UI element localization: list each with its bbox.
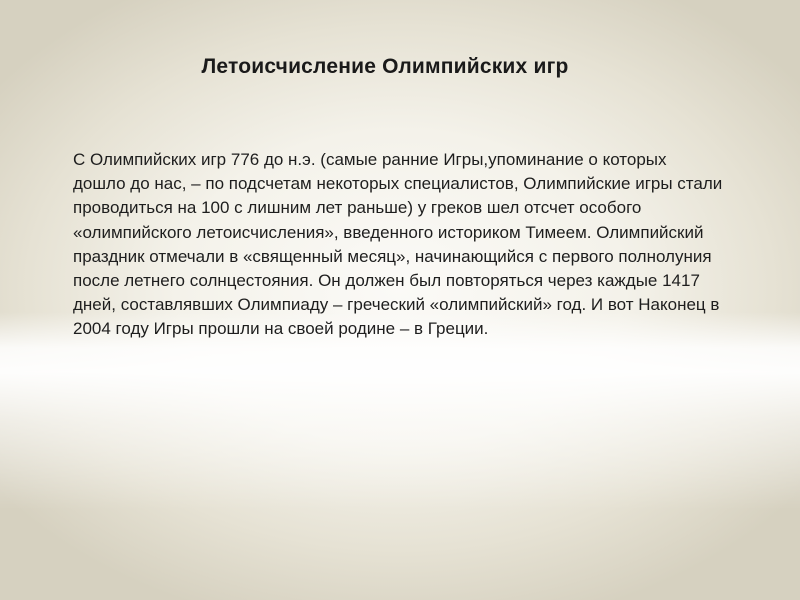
slide-title: Летоисчисление Олимпийских игр (201, 55, 569, 78)
slide-body-text: С Олимпийских игр 776 до н.э. (самые ранние Игры,упоминание о которых дошло до нас, – по подсчетам некоторых специалистов, Олимпийские игры стали проводиться на 100 с лишним лет раньше) у греков шел отсчет особого «олимпийского летоисчисления», введенного историком Тимеем. Олимпийский праздник отмечали в «священный месяц», начинающийся с первого полнолуния после летнего солнцестояния. Он должен был повторяться через каждые 1417 дней, составлявших Олимпиаду – греческий «олимпийский» год. И вот Наконец в 2004 году Игры прошли на своей родине – в Греции. (73, 150, 723, 339)
